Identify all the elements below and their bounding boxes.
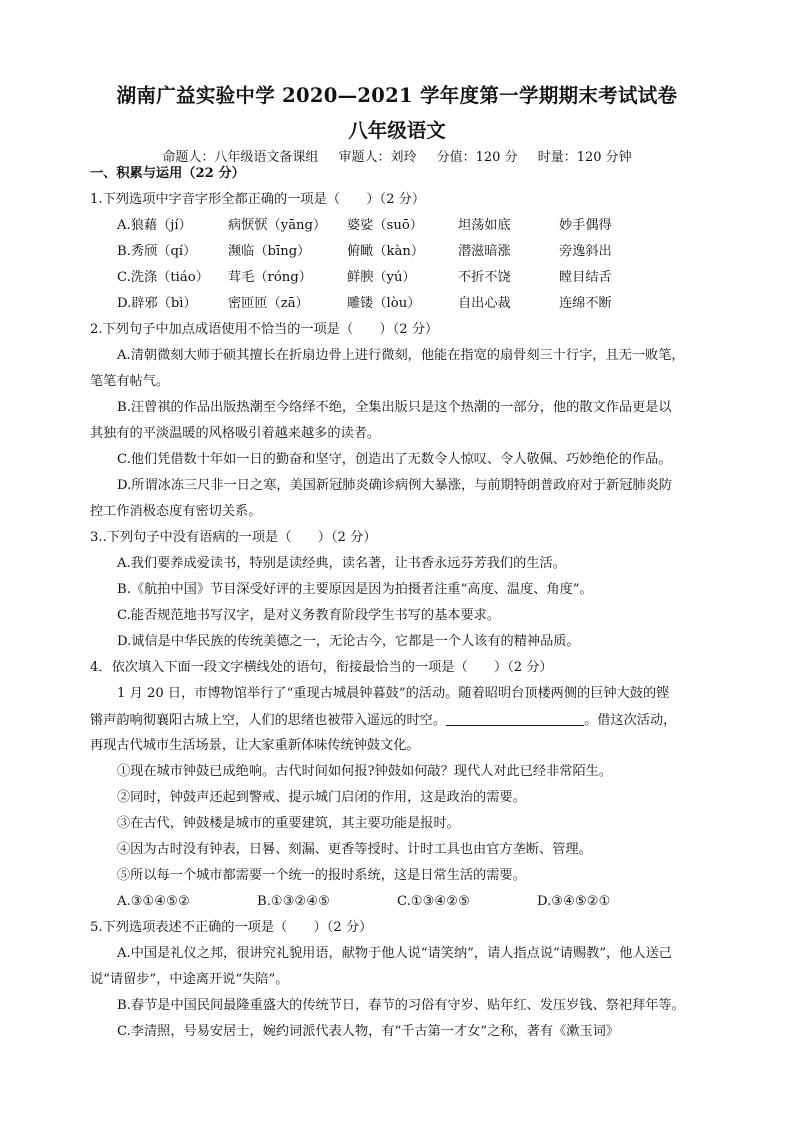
section-heading: 一、积累与运用（22 分） <box>90 166 245 181</box>
sentence-item: ④因为古时没有钟表，日晷、刻漏、更香等授时、计时工具也由官方垄断、管理。 <box>117 842 592 857</box>
option-text: 说“请留步”，中途离开说“失陪”。 <box>90 972 289 987</box>
passage-text <box>90 711 676 730</box>
option-text: 妙手偶得 <box>559 218 612 233</box>
option-text: 茸毛（róng） <box>228 270 312 285</box>
option-text: 控工作消极态度有密切关系。 <box>90 504 262 519</box>
option-text: C.能否规范地书写汉字，是对义务教育阶段学生书写的基本要求。 <box>117 608 501 623</box>
option-text: A.中国是礼仪之邦，很讲究礼貌用语，献物于他人说“请笑纳”，请人指点说“请赐教”，他人送己 <box>117 946 672 961</box>
passage-text: 。借这次活动， <box>584 713 677 728</box>
option-text: B.《航拍中国》节目深受好评的主要原因是因为拍摄者注重“高度、温度、角度”。 <box>117 582 593 597</box>
option-text: 其独有的平淡温暖的风格吸引着越来越多的读者。 <box>90 426 381 441</box>
passage-text: 再现古代城市生活场景，让大家重新体味传统钟鼓文化。 <box>90 738 420 753</box>
q4-options <box>117 893 610 911</box>
option-text: A.清朝微刻大师于硕其擅长在折扇边骨上进行微刻，他能在指宽的扇骨刻三十行字，且无一败笔， <box>117 348 685 363</box>
sentence-item: ⑤所以每一个城市都需要一个统一的报时系统，这是日常生活的需要。 <box>117 868 526 883</box>
option-text: A.狼藉（jí） <box>117 218 192 233</box>
option-text: B.春节是中国民间最隆重盛大的传统节日，春节的习俗有守岁、贴年红、发压岁钱、祭祀拜年等。 <box>117 998 685 1013</box>
option-text: D.辟邪（bì） <box>117 296 197 311</box>
question-stem: 5.下列选项表述不正确的一项是（ ）（2 分） <box>90 920 373 935</box>
option-text: 笔笔有帖气。 <box>90 374 170 389</box>
author: 命题人：八年级语文备课组 <box>162 150 319 165</box>
passage-text: 1 月 20 日，市博物馆举行了“重现古城晨钟暮鼓”的活动。随着昭明台顶楼两侧的巨钟大鼓的铿 <box>117 686 670 701</box>
option-text: D.所谓冰冻三尺非一日之寒，美国新冠肺炎确诊病例大暴涨，与前期特朗普政府对于新冠肺炎防 <box>117 478 672 493</box>
q1-option-c <box>117 269 612 287</box>
option-text: A.我们要养成爱读书，特别是读经典，读名著，让书香永远芬芳我们的生活。 <box>117 556 566 571</box>
exam-meta <box>0 146 794 165</box>
option-text: 潜滋暗涨 <box>458 244 511 259</box>
time-limit: 时量：120 分钟 <box>537 150 632 165</box>
option-text: 雕镂（lòu） <box>347 296 421 311</box>
option-text: C.李清照，号易安居士，婉约词派代表人物，有“千古第一才女”之称，著有《漱玉词》 <box>117 1024 620 1039</box>
option-text: C.他们凭借数十年如一日的勤奋和坚守，创造出了无数令人惊叹、令人敬佩、巧妙绝伦的作品。 <box>117 452 672 467</box>
q1-option-b <box>117 243 612 261</box>
option-text: 旁逸斜出 <box>559 244 612 259</box>
exam-subtitle: 八年级语文 <box>348 119 446 142</box>
question-stem: 2.下列句子中加点成语使用不恰当的一项是（ ）（2 分） <box>90 322 439 337</box>
option-text: 病恹恹（yāng） <box>228 218 327 233</box>
reviewer: 审题人：刘玲 <box>338 150 417 165</box>
option-text: 连绵不断 <box>559 296 612 311</box>
option-text: 坦荡如底 <box>458 218 511 233</box>
q1-option-a <box>117 217 612 235</box>
q1-option-d <box>117 295 612 313</box>
option-text: 自出心裁 <box>458 296 511 311</box>
option-text: 婆娑（suō） <box>347 218 423 233</box>
sentence-item: ②同时，钟鼓声还起到警戒、提示城门启闭的作用，这是政治的需要。 <box>117 790 526 805</box>
question-stem: 3..下列句子中没有语病的一项是（ ）（2 分） <box>90 530 377 545</box>
option-text: B.汪曾祺的作品出版热潮至今络绎不绝，全集出版只是这个热潮的一部分，他的散文作品更是以 <box>117 400 672 415</box>
option-text: A.③①④⑤② <box>117 894 190 909</box>
option-text: D.诚信是中华民族的传统美德之一，无论古今，它都是一个人该有的精神品质。 <box>117 634 580 649</box>
option-text: 俯瞰（kàn） <box>347 244 425 259</box>
option-text: D.③④⑤②① <box>537 894 611 909</box>
passage-text: 锵声韵响彻襄阳古城上空，人们的思绪也被带入遥远的时空。 <box>90 713 447 728</box>
option-text: C.①③④②⑤ <box>397 894 470 909</box>
question-stem: 1.下列选项中字音字形全都正确的一项是（ ）（2 分） <box>90 192 426 207</box>
fill-blank[interactable] <box>446 711 584 726</box>
option-text: C.洗涤（tiáo） <box>117 270 209 285</box>
option-text: B.秀颀（qí） <box>117 244 197 259</box>
option-text: 密匝匝（zā） <box>228 296 309 311</box>
question-stem: 4．依次填入下面一段文字横线处的语句，衔接最恰当的一项是（ ）（2 分） <box>90 660 553 675</box>
sentence-item: ①现在城市钟鼓已成绝响。古代时间如何报?钟鼓如何敲？现代人对此已经非常陌生。 <box>117 764 613 779</box>
sentence-item: ③在古代，钟鼓楼是城市的重要建筑，其主要功能是报时。 <box>117 816 460 831</box>
score: 分值：120 分 <box>436 150 518 165</box>
option-text: 瞠目结舌 <box>559 270 612 285</box>
exam-title: 湖南广益实验中学 2020—2021 学年度第一学期期末考试试卷 <box>116 84 678 107</box>
option-text: B.①③②④⑤ <box>257 894 330 909</box>
option-text: 不折不饶 <box>458 270 511 285</box>
option-text: 鲜腴（yú） <box>347 270 416 285</box>
option-text: 濒临（bīng） <box>228 244 311 259</box>
